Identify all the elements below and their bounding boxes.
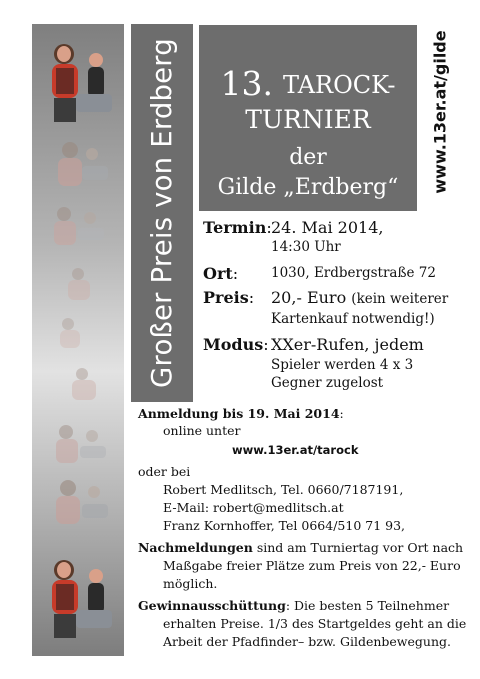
ort-value: 1030, Erdbergstraße 72 [271,265,436,281]
preis-label: Preis: [203,288,255,307]
title-number: 13. [220,64,274,103]
title-line-1 [199,64,417,103]
preis-note: Kartenkauf notwendig!) [271,311,435,327]
contact-1: Robert Medlitsch, Tel. 0660/7187191, [163,482,404,497]
late-line-1: Nachmeldungen sind am Turniertag vor Ort nach [138,540,464,555]
contact-2: Franz Kornhoffer, Tel 0664/510 71 93, [163,518,406,533]
title-line-4: Gilde „Erdberg“ [217,175,399,200]
payout-line-2: erhalten Preise. 1/3 des Startgeldes geht an die [163,616,467,631]
contact-email: E-Mail: robert@medlitsch.at [163,500,344,515]
tarock-figure-image [42,314,114,350]
late-line-2: Maßgabe freier Plätze zum Preis von 22,- Euro [163,558,461,573]
registration-or: oder bei [138,464,191,479]
modus-line-2: Spieler werden 4 x 3 [271,357,414,373]
ort-label: Ort: [203,264,239,283]
tarock-figure-image [42,364,114,404]
banner-text: Großer Preis von Erdberg [146,38,178,388]
vertical-banner [131,24,193,402]
payout-line-1: Gewinnausschüttung: Die besten 5 Teilnehmer [138,598,450,613]
gilde-url-link[interactable]: www.13er.at/gilde [430,30,450,194]
title-word-tarock: TAROCK- [283,71,396,99]
modus-value: XXer-Rufen, jedem [271,335,424,354]
title-line-2: TURNIER [245,105,371,134]
preis-value: 20,- Euro (kein weiterer [271,288,449,307]
termin-label: Termin: [203,218,272,237]
title-line-3: der [289,145,327,170]
tarock-figure-image [42,202,114,252]
modus-label: Modus: [203,335,269,354]
registration-online: online unter [163,423,241,438]
modus-line-3: Gegner zugelost [271,375,384,391]
title-box [199,25,417,211]
registration-heading: Anmeldung bis 19. Mai 2014: [138,406,344,421]
tarock-figure-image [42,38,114,126]
tarock-figure-image [42,136,114,196]
tarock-figure-image [42,474,114,534]
tarock-figure-image [42,420,114,468]
termin-time: 14:30 Uhr [271,239,341,255]
late-line-3: möglich. [163,576,218,591]
tarock-url-link[interactable]: www.13er.at/tarock [232,443,359,457]
tarock-figure-image [42,264,114,304]
tarock-figure-image [42,554,114,642]
termin-date: 24. Mai 2014, [271,218,384,237]
payout-line-3: Arbeit der Pfadfinder– bzw. Gildenbewegung. [163,634,451,649]
decorative-strip [32,24,124,656]
